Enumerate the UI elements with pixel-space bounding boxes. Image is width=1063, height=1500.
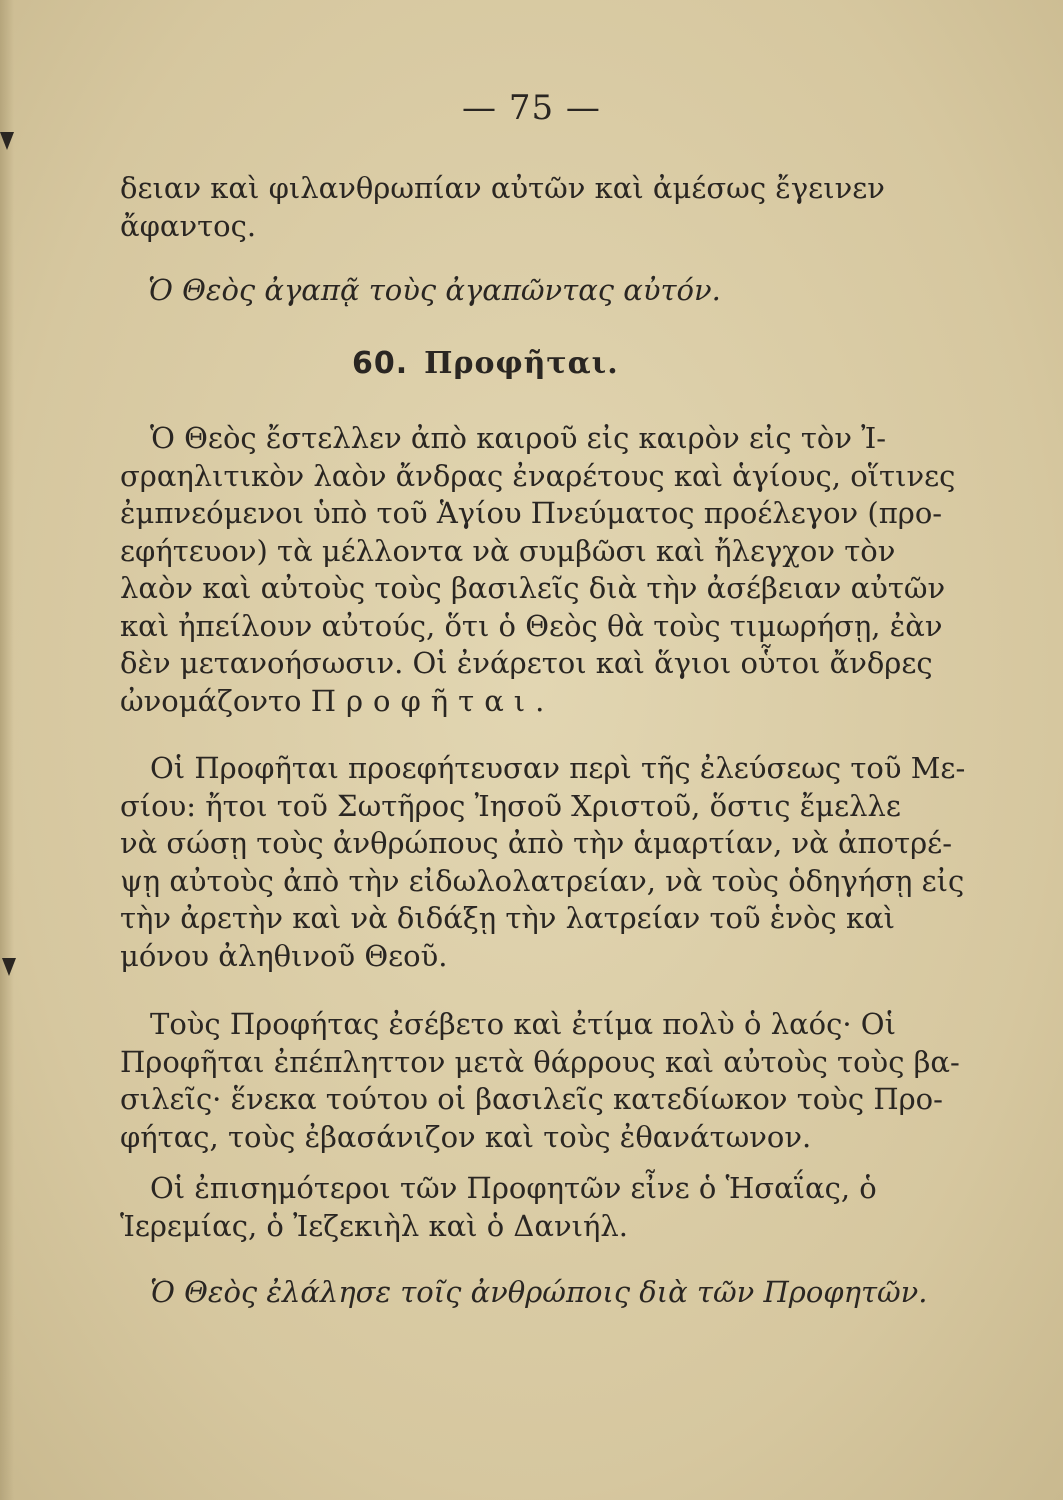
text-line: Οἱ ἐπισημότεροι τῶν Προφητῶν εἶνε ὁ Ἡσαΐας, ὁ bbox=[150, 1171, 877, 1205]
text-line: Ἱερεμίας, ὁ Ἰεζεκιὴλ καὶ ὁ Δανιήλ. bbox=[120, 1208, 628, 1243]
paragraph-3 bbox=[120, 1006, 960, 1156]
text-line: δὲν μετανοήσωσιν. Οἱ ἐνάρετοι καὶ ἅγιοι οὗτοι ἄνδρες bbox=[120, 646, 933, 680]
page-number: — 75 — bbox=[462, 88, 601, 128]
quote-1 bbox=[148, 272, 948, 310]
text-line: τὴν ἀρετὴν καὶ νὰ διδάξῃ τὴν λατρείαν τοῦ ἑνὸς καὶ bbox=[120, 901, 896, 935]
section-number: 60. bbox=[352, 346, 409, 381]
text-line: ψῃ αὐτοὺς ἀπὸ τὴν εἰδωλολατρείαν, νὰ τοὺς ὁδηγήσῃ εἰς bbox=[120, 863, 965, 898]
page-edge-shadow bbox=[0, 0, 14, 1500]
text-line bbox=[120, 683, 920, 721]
paragraph-2 bbox=[120, 750, 966, 975]
text-line: λαὸν καὶ αὐτοὺς τοὺς βασιλεῖς διὰ τὴν ἀσέβειαν αὐτῶν bbox=[120, 571, 946, 605]
text-line: εφήτευον) τὰ μέλλοντα νὰ συμβῶσι καὶ ἤλεγχον τὸν bbox=[120, 533, 896, 568]
section-title: Προφῆται. bbox=[424, 346, 619, 381]
text-line: σιλεῖς· ἕνεκα τούτου οἱ βασιλεῖς κατεδίωκον τοὺς Προ- bbox=[120, 1082, 943, 1116]
text-line: Προφῆται ἐπέπληττον μετὰ θάρρους καὶ αὐτοὺς τοὺς βα- bbox=[120, 1044, 960, 1079]
text-line: μόνου ἀληθινοῦ Θεοῦ. bbox=[120, 938, 448, 973]
margin-mark-icon bbox=[0, 132, 14, 150]
section-heading bbox=[352, 346, 619, 381]
paragraph-1 bbox=[120, 420, 956, 720]
text-line: νὰ σώσῃ τοὺς ἀνθρώπους ἀπὸ τὴν ἁμαρτίαν, νὰ ἀποτρέ- bbox=[120, 826, 952, 860]
text-line: δειαν καὶ φιλανθρωπίαν αὐτῶν καὶ ἀμέσως ἔγεινεν bbox=[120, 171, 885, 205]
emphasis-prophets: Προφῆται. bbox=[310, 683, 555, 718]
text-line: Τοὺς Προφήτας ἐσέβετο καὶ ἐτίμα πολὺ ὁ λαός· Οἱ bbox=[150, 1007, 896, 1041]
text-line: ἐμπνεόμενοι ὑπὸ τοῦ Ἁγίου Πνεύματος προέλεγον (προ- bbox=[120, 496, 943, 530]
top-lines bbox=[120, 170, 920, 245]
text-line: Ὁ Θεὸς ἔστελλεν ἀπὸ καιροῦ εἰς καιρὸν εἰς τὸν Ἰ- bbox=[150, 421, 887, 455]
text-line: φήτας, τοὺς ἐβασάνιζον καὶ τοὺς ἐθανάτωνον. bbox=[120, 1119, 812, 1154]
quote-1-text: Ὁ Θεὸς ἀγαπᾷ τοὺς ἀγαπῶντας αὐτόν. bbox=[148, 273, 721, 307]
text-line: σραηλιτικὸν λαὸν ἄνδρας ἐναρέτους καὶ ἁγίους, οἵτινες bbox=[120, 458, 956, 493]
quote-2-text: Ὁ Θεὸς ἐλάλησε τοῖς ἀνθρώποις διὰ τῶν Προφητῶν. bbox=[150, 1275, 928, 1309]
text-line: ἄφαντος. bbox=[120, 208, 257, 243]
paragraph-4 bbox=[120, 1170, 920, 1245]
text-line: Οἱ Προφῆται προεφήτευσαν περὶ τῆς ἐλεύσεως τοῦ Με- bbox=[150, 751, 966, 785]
quote-2 bbox=[150, 1274, 950, 1312]
text-line: σίου: ἤτοι τοῦ Σωτῆρος Ἰησοῦ Χριστοῦ, ὅστις ἔμελλε bbox=[120, 788, 901, 823]
text-fragment: ὠνομάζοντο bbox=[120, 683, 302, 718]
text-line: καὶ ἠπείλουν αὐτούς, ὅτι ὁ Θεὸς θὰ τοὺς τιμωρήσῃ, ἐὰν bbox=[120, 608, 943, 643]
margin-mark-icon bbox=[2, 958, 16, 976]
